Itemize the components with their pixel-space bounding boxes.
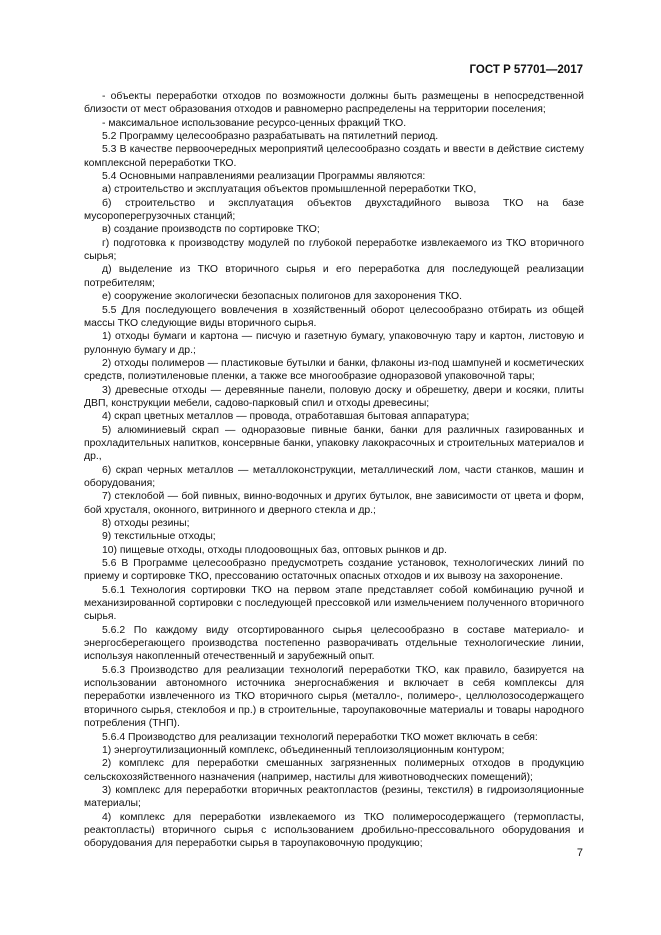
paragraph: - максимальное использование ресурсо-ценных фракций ТКО. <box>102 117 407 129</box>
paragraph: 5.6.2 По каждому виду отсортированного сырья целесообразно в составе материало- и энергосберегающего производства постепенно разворачивать отдельные технологические линии, используя накопленный отечественный и зарубежный опыт. <box>84 624 584 663</box>
paragraph: е) сооружение экологически безопасных полигонов для захоронения ТКО. <box>102 291 463 303</box>
paragraph: 4) комплекс для переработки извлекаемого из ТКО полимеросодержащего (термопласты, реактопласты) вторичного сырья с использованием дробильно-прессовального оборудования и оборудования для переработки сырья в тароупаковочную продукцию; <box>84 811 584 850</box>
paragraph: 5.6.1 Технология сортировки ТКО на первом этапе представляет собой комбинацию ручной и механизированной сортировки с последующей прессовкой или измельчением полученного вторичного сырья. <box>84 584 584 623</box>
page-number: 7 <box>576 847 583 859</box>
paragraph: 2) отходы полимеров — пластиковые бутылки и банки, флаконы из-под шампуней и косметических средств, полиэтиленовые пленки, а также все многообразие одноразовой упаковочной тары; <box>84 357 584 383</box>
paragraph: 5.2 Программу целесообразно разрабатывать на пятилетний период. <box>102 131 439 143</box>
paragraph: 5) алюминиевый скрап — одноразовые пивные банки, банки для различных газированных и прохладительных напитков, консервные банки, упаковку лакокрасочных и строительных материалов и др., <box>84 424 584 463</box>
paragraph: 5.6.3 Производство для реализации технологий переработки ТКО, как правило, базируется на использовании автономного источника энергоснабжения и включает в себя комплексы для переработки извлеченного из ТКО вторичного сырья (металло-, полимеро-, целлюлозосодержащего вторичного сырья, стеклобоя и пр.) в строительные, тароупаковочные материалы и товары народного потребления (ТНП). <box>84 664 584 730</box>
paragraph: 2) комплекс для переработки смешанных загрязненных полимерных отходов в продукцию сельскохозяйственного назначения (например, настилы для животноводческих помещений); <box>84 758 584 783</box>
paragraph: 5.4 Основными направлениями реализации Программы являются: <box>102 171 426 183</box>
paragraph: г) подготовка к производству модулей по глубокой переработке извлекаемого из ТКО вторичного сырья; <box>84 237 584 263</box>
paragraph: 4) скрап цветных металлов — провода, отработавшая бытовая аппаратура; <box>102 411 470 423</box>
paragraph: 9) текстильные отходы; <box>102 531 216 543</box>
paragraph: 1) энергоутилизационный комплекс, объединенный теплоизоляционным контуром; <box>102 744 505 756</box>
paragraph: 3) древесные отходы — деревянные панели, половую доску и обрешетку, двери и косяки, плиты ДВП, конструкции мебели, садово-парковый спил и отходы древесины; <box>84 384 584 409</box>
document-header: ГОСТ Р 57701—2017 <box>469 64 583 76</box>
paragraph: 5.5 Для последующего вовлечения в хозяйственный оборот целесообразно отбирать из общей массы ТКО следующие виды вторичного сырья. <box>84 304 584 329</box>
paragraph: - объекты переработки отходов по возможности должны быть размещены в непосредственной близости от мест образования отходов и равномерно распределены на территории поселения; <box>84 91 584 116</box>
paragraph: а) строительство и эксплуатация объектов промышленной переработки ТКО, <box>102 184 477 196</box>
paragraph: 8) отходы резины; <box>102 518 190 529</box>
paragraph: 1) отходы бумаги и картона — писчую и газетную бумагу, упаковочную тару и картон, листовую и рулонную бумагу и др.; <box>84 331 584 356</box>
paragraph: д) выделение из ТКО вторичного сырья и его переработка для последующей реализации потребителям; <box>84 264 584 289</box>
paragraph: 10) пищевые отходы, отходы плодоовощных баз, оптовых рынков и др. <box>102 544 447 556</box>
paragraph: 5.3 В качестве первоочередных мероприятий целесообразно создать и ввести в действие систему комплексной переработки ТКО. <box>84 144 584 169</box>
paragraph: 5.6 В Программе целесообразно предусмотреть создание установок, технологических линий по приему и сортировке ТКО, прессованию остаточных опасных отходов и их вывозу на захоронение. <box>84 558 584 583</box>
document-body <box>84 90 584 851</box>
paragraph: 3) комплекс для переработки вторичных реактопластов (резины, текстиля) в гидроизоляционные материалы; <box>84 784 584 810</box>
paragraph: 6) скрап черных металлов — металлоконструкции, металлический лом, части станков, машин и оборудования; <box>84 464 584 489</box>
paragraph: 5.6.4 Производство для реализации технологий переработки ТКО может включать в себя: <box>102 731 538 743</box>
paragraph: б) строительство и эксплуатация объектов двухстадийного вывоза ТКО на базе мусороперегрузочных станций; <box>84 197 584 223</box>
paragraph: в) создание производств по сортировке ТКО; <box>102 224 320 236</box>
paragraph: 7) стеклобой — бой пивных, винно-водочных и других бутылок, вне зависимости от цвета и форм, бой хрусталя, оконного, витринного и дверного стекла и др.; <box>84 491 584 516</box>
